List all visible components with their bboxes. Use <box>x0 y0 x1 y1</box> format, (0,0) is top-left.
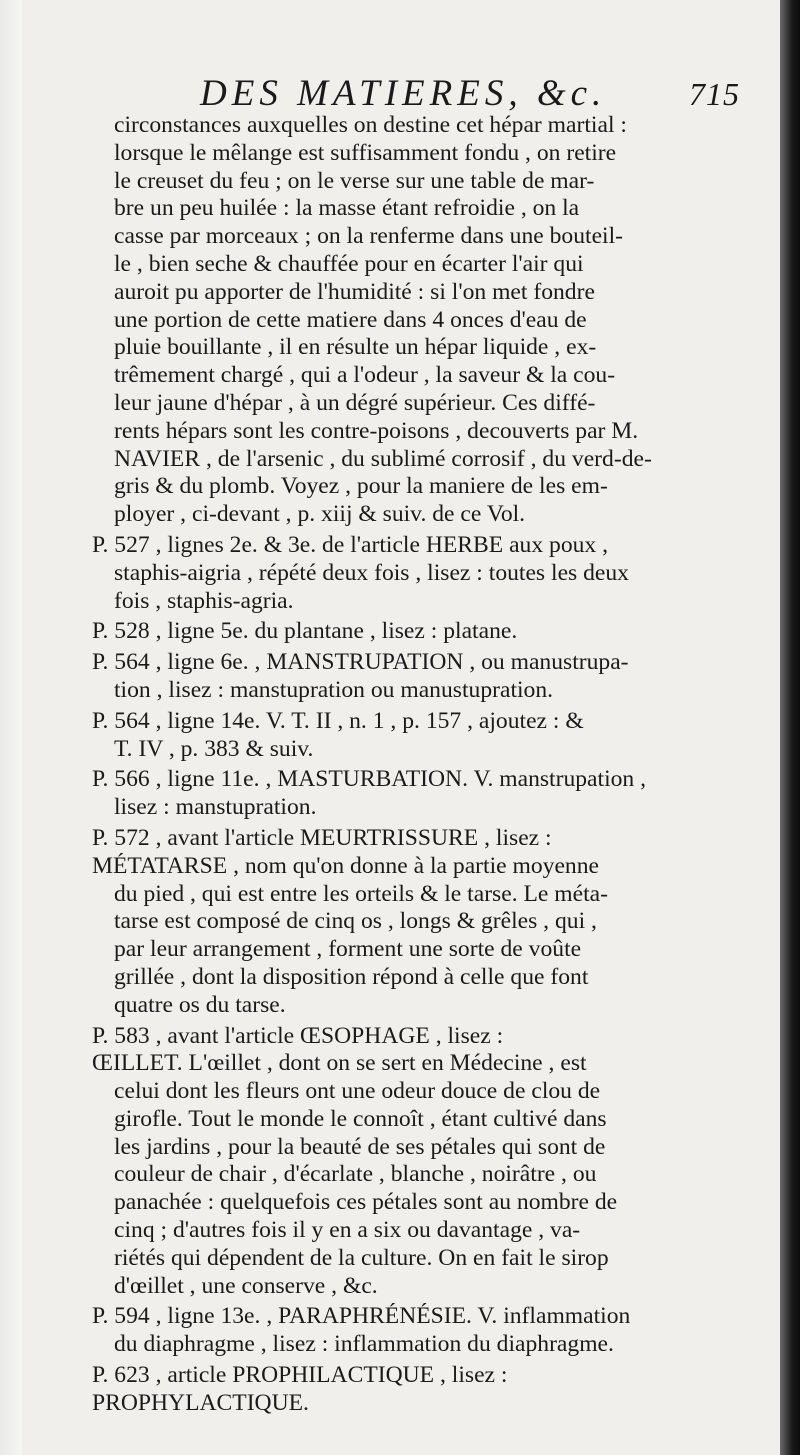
text-line: quatre os du tarse. <box>114 991 286 1018</box>
text-line: P. 594 , ligne 13e. , PARAPHRÉNÉSIE. V. inflammation <box>92 1303 631 1330</box>
text-line: P. 572 , avant l'article MEURTRISSURE , lisez : <box>92 824 552 851</box>
text-line: bre un peu huilée : la masse étant refroidie , on la <box>114 195 580 222</box>
text-line: par leur arrangement , forment une sorte de voûte <box>114 936 582 963</box>
text-line: tion , lisez : manstupration ou manustupration. <box>114 676 554 703</box>
erratum-p566 <box>92 766 742 822</box>
text-line: couleur de chair , d'écarlate , blanche , noirâtre , ou <box>114 1161 597 1188</box>
erratum-p623 <box>92 1362 742 1418</box>
text-line: gris & du plomb. Voyez , pour la maniere de les em- <box>114 473 608 500</box>
text-line: pluie bouillante , il en résulte un hépar liquide , ex- <box>114 334 597 361</box>
text-line: leur jaune d'hépar , à un dégré supérieur. Ces diffé- <box>114 389 596 416</box>
erratum-p572 <box>92 825 742 853</box>
text-line: P. 583 , avant l'article ŒSOPHAGE , lisez : <box>92 1022 504 1049</box>
text-line: staphis-aigria , répété deux fois , lisez : toutes les deux <box>114 559 629 586</box>
text-line: lorsque le mêlange est suffisamment fondu , on retire <box>114 139 617 166</box>
text-line: du diaphragme , lisez : inflammation du diaphragme. <box>114 1331 614 1358</box>
running-header <box>200 72 740 116</box>
text-line: NAVIER , de l'arsenic , du sublimé corrosif , du verd-de- <box>114 445 652 472</box>
running-title: DES MATIERES, &c. <box>200 73 607 114</box>
erratum-p594 <box>92 1303 742 1359</box>
text-line: lisez : manstupration. <box>114 794 317 821</box>
text-line: les jardins , pour la beauté de ses pétales qui sont de <box>114 1133 606 1160</box>
text-line: ployer , ci-devant , p. xiij & suiv. de ce Vol. <box>114 501 526 528</box>
text-line: le creuset du feu ; on le verse sur une table de mar- <box>114 167 595 194</box>
erratum-p564-a <box>92 649 742 705</box>
text-line: MÉTATARSE , nom qu'on donne à la partie moyenne <box>92 852 599 879</box>
text-line: auroit pu apporter de l'humidité : si l'on met fondre <box>114 278 595 305</box>
book-page <box>22 0 780 1455</box>
text-line: une portion de cette matiere dans 4 onces d'eau de <box>114 306 587 333</box>
text-line: celui dont les fleurs ont une odeur douce de clou de <box>114 1078 601 1105</box>
entry-metatarse <box>92 853 742 1020</box>
page-edge-shadow <box>780 0 800 1455</box>
text-line: P. 564 , ligne 14e. V. T. II , n. 1 , p. 157 , ajoutez : & <box>92 707 584 734</box>
text-line: tarse est composé de cinq os , longs & grêles , qui , <box>114 908 597 935</box>
text-line: grillée , dont la disposition répond à celle que font <box>114 963 589 990</box>
text-line: du pied , qui est entre les orteils & le tarse. Le méta- <box>114 880 608 907</box>
text-line: PROPHYLACTIQUE. <box>92 1389 309 1416</box>
text-line: girofle. Tout le monde le connoît , étant cultivé dans <box>114 1105 607 1132</box>
text-line: P. 564 , ligne 6e. , MANSTRUPATION , ou manustrupa- <box>92 649 629 676</box>
paragraph-hepar-continuation <box>92 112 742 529</box>
text-line: P. 566 , ligne 11e. , MASTURBATION. V. manstrupation , <box>92 766 647 793</box>
page-gutter <box>0 0 22 1455</box>
page-body-text <box>92 112 742 1418</box>
text-line: T. IV , p. 383 & suiv. <box>114 735 314 762</box>
erratum-p527 <box>92 532 742 615</box>
text-line: rents hépars sont les contre-poisons , decouverts par M. <box>114 417 639 444</box>
text-line: P. 528 , ligne 5e. du plantane , lisez : platane. <box>92 618 518 645</box>
entry-oeillet <box>92 1050 742 1300</box>
text-line: ŒILLET. L'œillet , dont on se sert en Médecine , est <box>92 1050 587 1077</box>
text-line: cinq ; d'autres fois il y en a six ou davantage , va- <box>114 1217 581 1244</box>
text-line: riétés qui dépendent de la culture. On en fait le sirop <box>114 1244 609 1271</box>
erratum-p528 <box>92 618 742 646</box>
page-number: 715 <box>689 76 740 112</box>
text-line: P. 527 , lignes 2e. & 3e. de l'article HERBE aux poux , <box>92 531 609 558</box>
text-line: le , bien seche & chauffée pour en écarter l'air qui <box>114 250 584 277</box>
text-line: fois , staphis-agria. <box>114 587 294 614</box>
erratum-p583 <box>92 1023 742 1051</box>
text-line: d'œillet , une conserve , &c. <box>114 1272 378 1299</box>
text-line: trêmement chargé , qui a l'odeur , la saveur & la cou- <box>114 362 616 389</box>
erratum-p564-b <box>92 708 742 764</box>
text-line: P. 623 , article PROPHILACTIQUE , lisez : <box>92 1362 508 1389</box>
text-line: casse par morceaux ; on la renferme dans une bouteil- <box>114 223 624 250</box>
text-line: circonstances auxquelles on destine cet hépar martial : <box>114 112 627 138</box>
text-line: panachée : quelquefois ces pétales sont au nombre de <box>114 1189 618 1216</box>
